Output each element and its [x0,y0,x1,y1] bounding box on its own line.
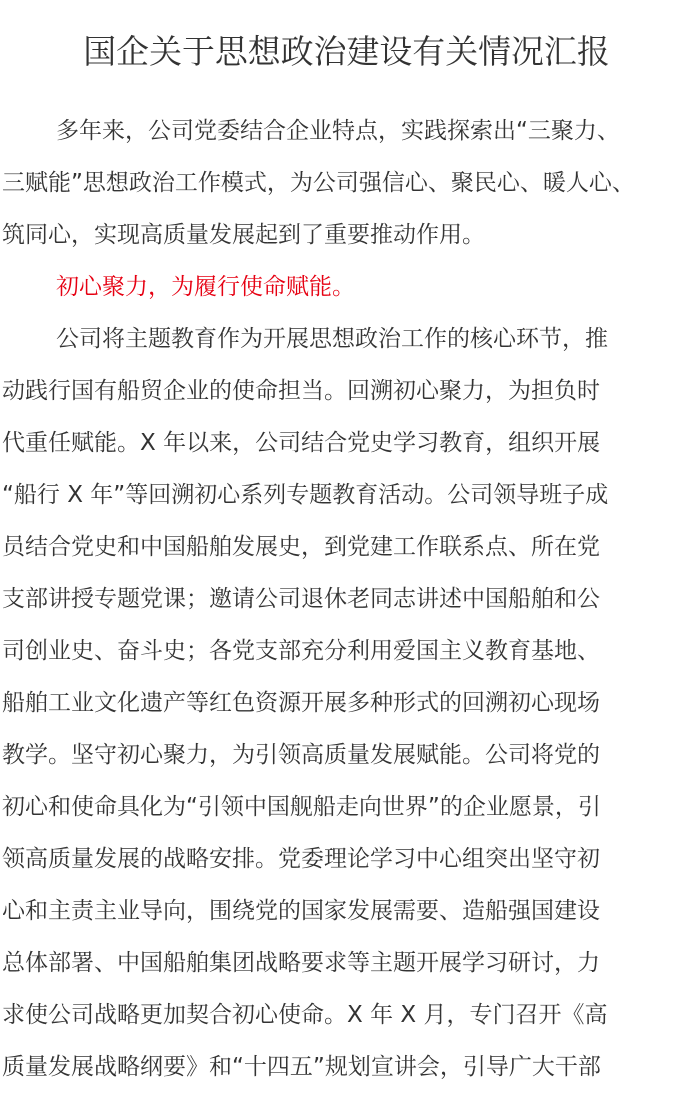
paragraph-2-line-14: 求使公司战略更加契合初心使命。X 年 X 月，专门召开《高 [2,1002,608,1028]
paragraph-2-line-7: 司创业史、奋斗史；各党支部充分利用爱国主义教育基地、 [2,638,600,664]
paragraph-2-line-13: 总体部署、中国船舶集团战略要求等主题开展学习研讨，力 [2,950,600,976]
paragraph-2-line-8: 船舶工业文化遗产等红色资源开展多种形式的回溯初心现场 [2,690,600,716]
document-title: 国企关于思想政治建设有关情况汇报 [83,32,610,71]
paragraph-2-line-4: “船行 X 年”等回溯初心系列专题教育活动。公司领导班子成 [2,482,609,508]
paragraph-1-line-1: 多年来，公司党委结合企业特点，实践探索出“三聚力、 [56,118,620,144]
paragraph-2-line-2: 动践行国有船贸企业的使命担当。回溯初心聚力，为担负时 [2,378,600,404]
section-heading-red: 初心聚力，为履行使命赋能。 [56,274,355,300]
paragraph-2-line-11: 领高质量发展的战略安排。党委理论学习中心组突出坚守初 [2,846,600,872]
paragraph-2-line-10: 初心和使命具化为“引领中国舰船走向世界”的企业愿景，引 [2,794,601,820]
paragraph-2-line-12: 心和主责主业导向，围绕党的国家发展需要、造船强国建设 [2,898,600,924]
paragraph-1-line-3: 筑同心，实现高质量发展起到了重要推动作用。 [2,222,485,248]
paragraph-2-line-5: 员结合党史和中国船舶发展史，到党建工作联系点、所在党 [2,534,600,560]
paragraph-1-line-2: 三赋能”思想政治工作模式，为公司强信心、聚民心、暖人心、 [2,170,635,196]
paragraph-2-line-3: 代重任赋能。X 年以来，公司结合党史学习教育，组织开展 [2,430,601,456]
paragraph-2-line-6: 支部讲授专题党课；邀请公司退休老同志讲述中国船舶和公 [2,586,600,612]
paragraph-2-line-9: 教学。坚守初心聚力，为引领高质量发展赋能。公司将党的 [2,742,600,768]
paragraph-2-line-1: 公司将主题教育作为开展思想政治工作的核心环节，推 [56,326,608,352]
paragraph-2-line-15: 质量发展战略纲要》和“十四五”规划宣讲会，引导广大干部 [2,1054,601,1080]
